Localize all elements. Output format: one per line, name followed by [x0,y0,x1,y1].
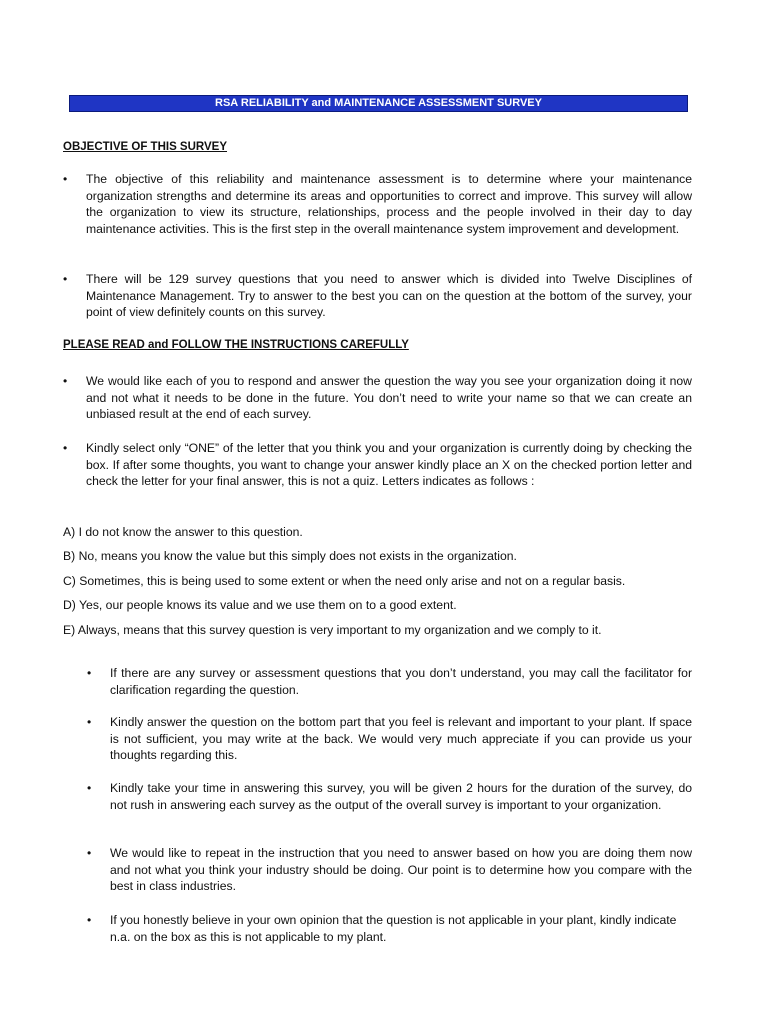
instruction-bullet [87,845,692,895]
bullet-text: If you honestly believe in your own opinion that the question is not applicable in your plant, kindly indicate n.a. on the box as this is not applicable to my plant. [110,913,677,944]
bullet-text: Kindly answer the question on the bottom part that you feel is relevant and important to your plant. If space is not sufficient, you may write at the back. We would very much appreciate if you can provide us your thoughts regarding this. [110,715,692,763]
answer-option-d: D) Yes, our people knows its value and we use them on to a good extent. [63,598,457,612]
bullet-text: We would like to repeat in the instruction that you need to answer based on how you are doing them now and not what you think your industry should be doing. Our point is to determine how you compare with the best in class industries. [110,846,692,894]
bullet-dot-icon: • [87,913,92,927]
answer-option-a: A) I do not know the answer to this question. [63,525,303,539]
objective-heading: OBJECTIVE OF THIS SURVEY [63,141,228,153]
answer-option-e: E) Always, means that this survey question is very important to my organization and we comply to it. [63,623,602,637]
bullet-dot-icon: • [63,441,68,455]
bullet-dot-icon: • [63,172,68,186]
bullet-text: There will be 129 survey questions that you need to answer which is divided into Twelve Disciplines of Maintenance Management. Try to answer to the best you can on the question at the bottom of the survey, your point of view definitely counts on this survey. [86,272,692,320]
instruction-bullet [87,912,692,945]
bullet-text: We would like each of you to respond and answer the question the way you see your organization doing it now and not what it needs to be done in the future. You don’t need to write your name so that we can create an unbiased result at the end of each survey. [86,374,692,422]
answer-option-c: C) Sometimes, this is being used to some extent or when the need only arise and not on a regular basis. [63,574,626,588]
instruction-bullet [87,780,692,813]
instruction-bullet [87,665,692,698]
instruction-bullet [87,714,692,764]
bullet-text: Kindly take your time in answering this survey, you will be given 2 hours for the duration of the survey, do not rush in answering each survey as the output of the overall survey is important to your organization. [110,781,692,812]
instruction-bullet [63,440,692,490]
bullet-dot-icon: • [63,374,68,388]
answer-option-b: B) No, means you know the value but this simply does not exists in the organization. [63,549,517,563]
instructions-heading: PLEASE READ and FOLLOW THE INSTRUCTIONS CAREFULLY [63,339,409,351]
survey-title-banner [69,95,688,112]
bullet-dot-icon: • [87,846,92,860]
objective-bullet [63,271,692,321]
bullet-dot-icon: • [87,715,92,729]
objective-bullet [63,171,692,237]
bullet-dot-icon: • [87,666,92,680]
bullet-text: The objective of this reliability and maintenance assessment is to determine where your maintenance organization strengths and determine its areas and opportunities to correct and improve. This survey will allow the organization to view its structure, relationships, process and the people involved in their day to day maintenance activities. This is the first step in the overall maintenance system improvement and development. [86,172,692,236]
instruction-bullet [63,373,692,423]
survey-title: RSA RELIABILITY and MAINTENANCE ASSESSMENT SURVEY [215,97,542,109]
bullet-text: Kindly select only “ONE” of the letter that you think you and your organization is currently doing by checking the box. If after some thoughts, you want to change your answer kindly place an X on the checked portion letter and check the letter for your final answer, this is not a quiz. Letters indicates as follows : [86,441,692,489]
bullet-dot-icon: • [63,272,68,286]
bullet-dot-icon: • [87,781,92,795]
bullet-text: If there are any survey or assessment questions that you don’t understand, you may call the facilitator for clarification regarding the question. [110,666,692,697]
